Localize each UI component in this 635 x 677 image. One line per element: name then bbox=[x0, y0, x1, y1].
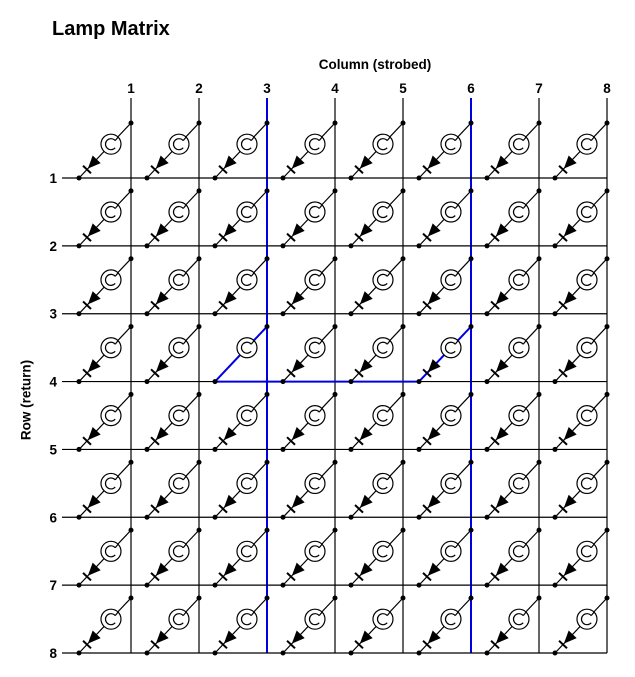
lamp-cell-c4-r3 bbox=[281, 256, 338, 316]
junction-dot bbox=[417, 515, 422, 520]
junction-dot bbox=[401, 392, 406, 397]
junction-dot bbox=[553, 176, 558, 181]
column-label-7: 7 bbox=[535, 81, 543, 96]
junction-dot bbox=[417, 311, 422, 316]
lamp-cell-c7-r8 bbox=[485, 596, 542, 656]
junction-dot bbox=[469, 324, 474, 329]
junction-dot bbox=[281, 311, 286, 316]
lamp-cell-c3-r8 bbox=[213, 596, 270, 656]
junction-dot bbox=[485, 515, 490, 520]
column-label-2: 2 bbox=[195, 81, 203, 96]
junction-dot bbox=[77, 379, 82, 384]
lamp-cell-c5-r6 bbox=[349, 460, 406, 520]
junction-dot bbox=[401, 596, 406, 601]
junction-dot bbox=[129, 528, 134, 533]
lamp-cell-c1-r6 bbox=[77, 460, 134, 520]
junction-dot bbox=[485, 651, 490, 656]
junction-dot bbox=[485, 379, 490, 384]
lamp-cell-c7-r3 bbox=[485, 256, 542, 316]
lamp-cell-c8-r5 bbox=[553, 392, 610, 452]
junction-dot bbox=[553, 651, 558, 656]
junction-dot bbox=[469, 121, 474, 126]
junction-dot bbox=[417, 583, 422, 588]
lamp-cell-c3-r1 bbox=[213, 121, 270, 181]
lamp-cell-c6-r6 bbox=[417, 460, 474, 520]
lamp-cell-c6-r5 bbox=[417, 392, 474, 452]
junction-dot bbox=[417, 447, 422, 452]
junction-dot bbox=[197, 460, 202, 465]
junction-dot bbox=[553, 583, 558, 588]
row-label-7: 7 bbox=[49, 578, 57, 594]
column-label-5: 5 bbox=[399, 81, 407, 96]
junction-dot bbox=[197, 256, 202, 261]
junction-dot bbox=[605, 324, 610, 329]
junction-dot bbox=[129, 460, 134, 465]
junction-dot bbox=[469, 188, 474, 193]
junction-dot bbox=[349, 243, 354, 248]
junction-dot bbox=[281, 176, 286, 181]
row-label-8: 8 bbox=[49, 646, 57, 661]
junction-dot bbox=[77, 583, 82, 588]
junction-dot bbox=[265, 188, 270, 193]
lamp-cell-c2-r3 bbox=[145, 256, 202, 316]
lamp-cell-c7-r1 bbox=[485, 121, 542, 181]
junction-dot bbox=[333, 596, 338, 601]
row-label-3: 3 bbox=[49, 306, 57, 322]
junction-dot bbox=[401, 324, 406, 329]
lamp-cell-c1-r8 bbox=[77, 596, 134, 656]
lamp-cell-c7-r2 bbox=[485, 188, 542, 248]
lamp-cell-c1-r2 bbox=[77, 188, 134, 248]
junction-dot bbox=[333, 324, 338, 329]
junction-dot bbox=[333, 256, 338, 261]
lamp-cell-c4-r1 bbox=[281, 121, 338, 181]
junction-dot bbox=[553, 515, 558, 520]
junction-dot bbox=[129, 188, 134, 193]
junction-dot bbox=[77, 176, 82, 181]
junction-dot bbox=[553, 447, 558, 452]
junction-dot bbox=[537, 528, 542, 533]
junction-dot bbox=[469, 392, 474, 397]
junction-dot bbox=[265, 392, 270, 397]
junction-dot bbox=[281, 379, 286, 384]
lamp-cell-c6-r4 bbox=[417, 324, 474, 384]
junction-dot bbox=[485, 243, 490, 248]
junction-dot bbox=[469, 528, 474, 533]
column-axis-label: Column (strobed) bbox=[318, 57, 432, 72]
junction-dot bbox=[537, 188, 542, 193]
lamp-cell-c6-r1 bbox=[417, 121, 474, 181]
junction-dot bbox=[417, 651, 422, 656]
junction-dot bbox=[605, 121, 610, 126]
lamp-cell-c8-r8 bbox=[553, 596, 610, 656]
junction-dot bbox=[537, 596, 542, 601]
junction-dot bbox=[485, 176, 490, 181]
junction-dot bbox=[145, 243, 150, 248]
row-label-4: 4 bbox=[49, 374, 57, 390]
lamp-cell-c8-r1 bbox=[553, 121, 610, 181]
junction-dot bbox=[77, 515, 82, 520]
column-label-4: 4 bbox=[331, 81, 339, 96]
junction-dot bbox=[77, 243, 82, 248]
lamp-cell-c3-r7 bbox=[213, 528, 270, 588]
junction-dot bbox=[213, 311, 218, 316]
junction-dot bbox=[401, 528, 406, 533]
junction-dot bbox=[129, 324, 134, 329]
lamp-cell-c5-r5 bbox=[349, 392, 406, 452]
lamp-cell-c2-r5 bbox=[145, 392, 202, 452]
lamp-cell-c8-r6 bbox=[553, 460, 610, 520]
lamp-cell-c1-r5 bbox=[77, 392, 134, 452]
lamp-cell-c3-r4 bbox=[213, 324, 270, 384]
lamp-cell-c6-r8 bbox=[417, 596, 474, 656]
junction-dot bbox=[145, 176, 150, 181]
junction-dot bbox=[333, 460, 338, 465]
junction-dot bbox=[145, 379, 150, 384]
junction-dot bbox=[349, 447, 354, 452]
row-label-5: 5 bbox=[49, 442, 57, 458]
junction-dot bbox=[197, 528, 202, 533]
junction-dot bbox=[129, 121, 134, 126]
lamp-cell-c6-r3 bbox=[417, 256, 474, 316]
junction-dot bbox=[553, 311, 558, 316]
junction-dot bbox=[77, 311, 82, 316]
junction-dot bbox=[469, 596, 474, 601]
junction-dot bbox=[145, 515, 150, 520]
junction-dot bbox=[281, 583, 286, 588]
junction-dot bbox=[77, 447, 82, 452]
junction-dot bbox=[281, 515, 286, 520]
lamp-cell-c2-r8 bbox=[145, 596, 202, 656]
junction-dot bbox=[605, 460, 610, 465]
junction-dot bbox=[77, 651, 82, 656]
junction-dot bbox=[333, 121, 338, 126]
row-label-6: 6 bbox=[49, 510, 57, 526]
row-label-1: 1 bbox=[49, 171, 57, 186]
junction-dot bbox=[401, 256, 406, 261]
lamp-cell-c2-r6 bbox=[145, 460, 202, 520]
lamp-cell-c5-r2 bbox=[349, 188, 406, 248]
lamp-cell-c3-r3 bbox=[213, 256, 270, 316]
junction-dot bbox=[349, 515, 354, 520]
junction-dot bbox=[265, 324, 270, 329]
junction-dot bbox=[605, 596, 610, 601]
junction-dot bbox=[605, 392, 610, 397]
junction-dot bbox=[605, 528, 610, 533]
junction-dot bbox=[417, 379, 422, 384]
lamp-cell-c5-r1 bbox=[349, 121, 406, 181]
lamp-cell-c1-r1 bbox=[77, 121, 134, 181]
lamp-cell-c2-r2 bbox=[145, 188, 202, 248]
junction-dot bbox=[281, 651, 286, 656]
lamp-cell-c8-r7 bbox=[553, 528, 610, 588]
lamp-cell-c5-r3 bbox=[349, 256, 406, 316]
lamp-cell-c2-r1 bbox=[145, 121, 202, 181]
lamp-cell-c6-r2 bbox=[417, 188, 474, 248]
junction-dot bbox=[401, 121, 406, 126]
junction-dot bbox=[333, 392, 338, 397]
lamp-cell-c1-r3 bbox=[77, 256, 134, 316]
lamp-cell-c8-r4 bbox=[553, 324, 610, 384]
junction-dot bbox=[213, 176, 218, 181]
lamp-cell-c7-r7 bbox=[485, 528, 542, 588]
junction-dot bbox=[145, 583, 150, 588]
junction-dot bbox=[537, 256, 542, 261]
junction-dot bbox=[197, 392, 202, 397]
junction-dot bbox=[145, 311, 150, 316]
lamp-cell-c1-r4 bbox=[77, 324, 134, 384]
lamp-cell-c4-r8 bbox=[281, 596, 338, 656]
junction-dot bbox=[537, 392, 542, 397]
lamp-cell-c3-r2 bbox=[213, 188, 270, 248]
junction-dot bbox=[349, 379, 354, 384]
junction-dot bbox=[401, 188, 406, 193]
junction-dot bbox=[605, 256, 610, 261]
junction-dot bbox=[129, 392, 134, 397]
junction-dot bbox=[417, 176, 422, 181]
row-label-2: 2 bbox=[49, 238, 57, 254]
column-label-8: 8 bbox=[603, 81, 611, 96]
lamp-cell-c4-r5 bbox=[281, 392, 338, 452]
junction-dot bbox=[485, 583, 490, 588]
lamp-cell-c7-r6 bbox=[485, 460, 542, 520]
junction-dot bbox=[485, 311, 490, 316]
junction-dot bbox=[349, 651, 354, 656]
junction-dot bbox=[333, 188, 338, 193]
lamp-cell-c7-r4 bbox=[485, 324, 542, 384]
lamp-cell-c3-r5 bbox=[213, 392, 270, 452]
junction-dot bbox=[605, 188, 610, 193]
lamp-cell-c5-r4 bbox=[349, 324, 406, 384]
junction-dot bbox=[469, 460, 474, 465]
junction-dot bbox=[537, 121, 542, 126]
junction-dot bbox=[197, 324, 202, 329]
junction-dot bbox=[349, 311, 354, 316]
junction-dot bbox=[265, 256, 270, 261]
junction-dot bbox=[281, 243, 286, 248]
lamp-cell-c4-r4 bbox=[281, 324, 338, 384]
junction-dot bbox=[485, 447, 490, 452]
lamp-cell-c4-r7 bbox=[281, 528, 338, 588]
column-label-3: 3 bbox=[263, 81, 271, 96]
junction-dot bbox=[265, 596, 270, 601]
lamp-cell-c2-r4 bbox=[145, 324, 202, 384]
junction-dot bbox=[129, 596, 134, 601]
junction-dot bbox=[213, 651, 218, 656]
junction-dot bbox=[197, 121, 202, 126]
junction-dot bbox=[197, 596, 202, 601]
junction-dot bbox=[469, 256, 474, 261]
junction-dot bbox=[213, 515, 218, 520]
junction-dot bbox=[265, 121, 270, 126]
junction-dot bbox=[145, 651, 150, 656]
page-title: Lamp Matrix bbox=[52, 18, 170, 40]
lamp-cell-c4-r2 bbox=[281, 188, 338, 248]
junction-dot bbox=[213, 447, 218, 452]
junction-dot bbox=[265, 528, 270, 533]
junction-dot bbox=[537, 460, 542, 465]
junction-dot bbox=[349, 583, 354, 588]
junction-dot bbox=[281, 447, 286, 452]
column-label-1: 1 bbox=[127, 81, 135, 96]
junction-dot bbox=[537, 324, 542, 329]
lamp-cell-c5-r8 bbox=[349, 596, 406, 656]
lamp-cell-c8-r3 bbox=[553, 256, 610, 316]
junction-dot bbox=[145, 447, 150, 452]
column-label-6: 6 bbox=[467, 81, 475, 96]
junction-dot bbox=[129, 256, 134, 261]
lamp-cell-c2-r7 bbox=[145, 528, 202, 588]
junction-dot bbox=[553, 243, 558, 248]
lamp-cell-c7-r5 bbox=[485, 392, 542, 452]
junction-dot bbox=[553, 379, 558, 384]
junction-dot bbox=[213, 379, 218, 384]
lamp-cell-c4-r6 bbox=[281, 460, 338, 520]
lamp-cell-c3-r6 bbox=[213, 460, 270, 520]
row-axis-label: Row (return) bbox=[18, 359, 34, 441]
junction-dot bbox=[349, 176, 354, 181]
lamp-cell-c8-r2 bbox=[553, 188, 610, 248]
lamp-cell-c5-r7 bbox=[349, 528, 406, 588]
junction-dot bbox=[213, 583, 218, 588]
junction-dot bbox=[197, 188, 202, 193]
junction-dot bbox=[333, 528, 338, 533]
junction-dot bbox=[401, 460, 406, 465]
lamp-cell-c1-r7 bbox=[77, 528, 134, 588]
junction-dot bbox=[417, 243, 422, 248]
lamp-cell-c6-r7 bbox=[417, 528, 474, 588]
junction-dot bbox=[213, 243, 218, 248]
junction-dot bbox=[265, 460, 270, 465]
